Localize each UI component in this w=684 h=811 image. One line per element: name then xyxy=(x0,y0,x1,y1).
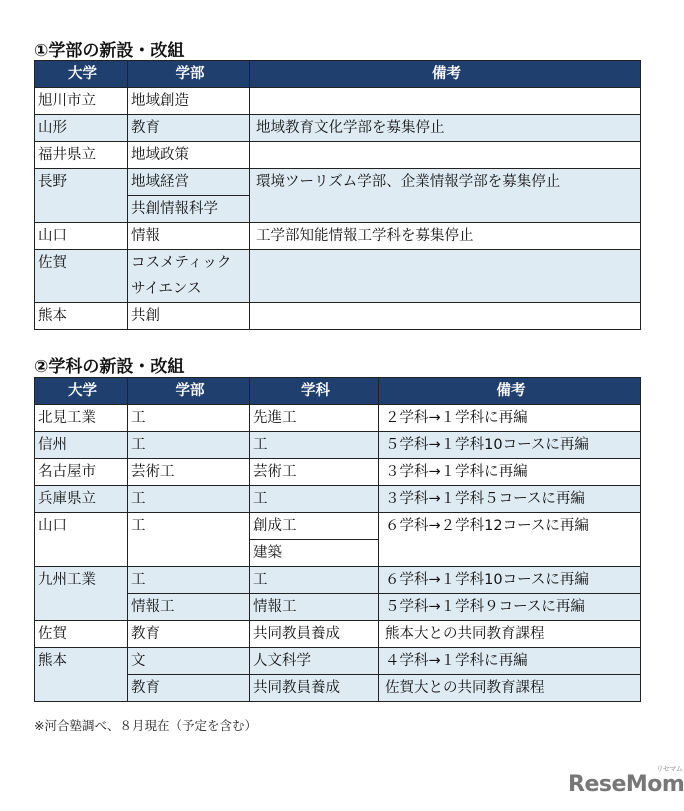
department-cell: 人文科学 xyxy=(250,648,379,675)
faculty-cell: 教育 xyxy=(128,115,250,142)
faculty-cell: 工 xyxy=(128,405,250,432)
note-cell: ５学科→１学科10コースに再編 xyxy=(379,432,641,459)
table-row xyxy=(35,621,641,648)
table-row xyxy=(35,405,641,432)
table-row xyxy=(35,513,641,540)
faculty-cell: 情報 xyxy=(128,223,250,250)
note-cell: ５学科→１学科９コースに再編 xyxy=(379,594,641,621)
department-cell: 共同教員養成 xyxy=(250,621,379,648)
department-cell: 工 xyxy=(250,432,379,459)
note-cell: 地域教育文化学部を募集停止 xyxy=(250,115,641,142)
faculty-cell: コスメティック サイエンス xyxy=(128,250,250,303)
faculty-cell: 文 xyxy=(128,648,250,675)
note-cell: ４学科→１学科に再編 xyxy=(379,648,641,675)
table-row xyxy=(35,486,641,513)
department-cell: 芸術工 xyxy=(250,459,379,486)
note-cell xyxy=(250,250,641,303)
university-cell: 九州工業 xyxy=(35,567,128,621)
header-note: 備考 xyxy=(379,378,641,405)
header-note: 備考 xyxy=(250,61,641,88)
department-table xyxy=(34,377,641,702)
faculty-cell: 工 xyxy=(128,432,250,459)
note-cell xyxy=(250,303,641,330)
table-row xyxy=(35,459,641,486)
note-cell xyxy=(250,88,641,115)
university-cell: 佐賀 xyxy=(35,621,128,648)
faculty-cell: 工 xyxy=(128,513,250,567)
footnote: ※河合塾調べ、８月現在（予定を含む） xyxy=(34,718,257,733)
header-faculty: 学部 xyxy=(128,378,250,405)
university-cell: 山口 xyxy=(35,223,128,250)
faculty-cell: 教育 xyxy=(128,621,250,648)
logo-text: ReseMom xyxy=(568,772,684,797)
faculty-cell: 工 xyxy=(128,486,250,513)
table-row xyxy=(35,142,641,169)
table-row xyxy=(35,250,641,303)
section2-title: ②学科の新設・改組 xyxy=(34,357,185,377)
department-cell: 先進工 xyxy=(250,405,379,432)
note-cell: 工学部知能情報工学科を募集停止 xyxy=(250,223,641,250)
note-cell: ３学科→１学科５コースに再編 xyxy=(379,486,641,513)
table-header-row xyxy=(35,61,641,88)
department-cell: 工 xyxy=(250,567,379,594)
note-cell: 環境ツーリズム学部、企業情報学部を募集停止 xyxy=(250,169,641,223)
header-department: 学科 xyxy=(250,378,379,405)
university-cell: 旭川市立 xyxy=(35,88,128,115)
university-cell: 熊本 xyxy=(35,303,128,330)
department-cell: 創成工 xyxy=(250,513,379,540)
table-header-row xyxy=(35,378,641,405)
section1-title: ①学部の新設・改組 xyxy=(34,41,185,61)
note-cell: 熊本大との共同教育課程 xyxy=(379,621,641,648)
university-cell: 北見工業 xyxy=(35,405,128,432)
university-cell: 山形 xyxy=(35,115,128,142)
faculty-cell: 教育 xyxy=(128,675,250,702)
faculty-cell: 芸術工 xyxy=(128,459,250,486)
header-university: 大学 xyxy=(35,61,128,88)
logo-ruby: リセマム xyxy=(656,765,683,773)
university-cell: 熊本 xyxy=(35,648,128,702)
university-cell: 名古屋市 xyxy=(35,459,128,486)
university-cell: 山口 xyxy=(35,513,128,567)
table-row xyxy=(35,115,641,142)
note-cell: 佐賀大との共同教育課程 xyxy=(379,675,641,702)
header-university: 大学 xyxy=(35,378,128,405)
university-cell: 福井県立 xyxy=(35,142,128,169)
university-cell: 長野 xyxy=(35,169,128,223)
table-row xyxy=(35,432,641,459)
table-row xyxy=(35,88,641,115)
department-cell: 情報工 xyxy=(250,594,379,621)
note-cell xyxy=(250,142,641,169)
table-row xyxy=(35,648,641,675)
department-cell: 工 xyxy=(250,486,379,513)
table-row xyxy=(35,303,641,330)
faculty-cell: 地域創造 xyxy=(128,88,250,115)
university-cell: 佐賀 xyxy=(35,250,128,303)
university-cell: 兵庫県立 xyxy=(35,486,128,513)
table-row xyxy=(35,223,641,250)
header-faculty: 学部 xyxy=(128,61,250,88)
faculty-table xyxy=(34,60,641,330)
table-row xyxy=(35,169,641,196)
faculty-cell: 地域政策 xyxy=(128,142,250,169)
faculty-cell: 工 xyxy=(128,567,250,594)
faculty-cell: 地域経営 xyxy=(128,169,250,196)
department-cell: 建築 xyxy=(250,540,379,567)
university-cell: 信州 xyxy=(35,432,128,459)
note-cell: ３学科→１学科に再編 xyxy=(379,459,641,486)
faculty-cell: 共創 xyxy=(128,303,250,330)
note-cell: ６学科→１学科10コースに再編 xyxy=(379,567,641,594)
table-row xyxy=(35,567,641,594)
note-cell: ２学科→１学科に再編 xyxy=(379,405,641,432)
note-cell: ６学科→２学科12コースに再編 xyxy=(379,513,641,567)
faculty-cell: 情報工 xyxy=(128,594,250,621)
faculty-cell: 共創情報科学 xyxy=(128,196,250,223)
department-cell: 共同教員養成 xyxy=(250,675,379,702)
resemom-logo xyxy=(568,765,684,797)
